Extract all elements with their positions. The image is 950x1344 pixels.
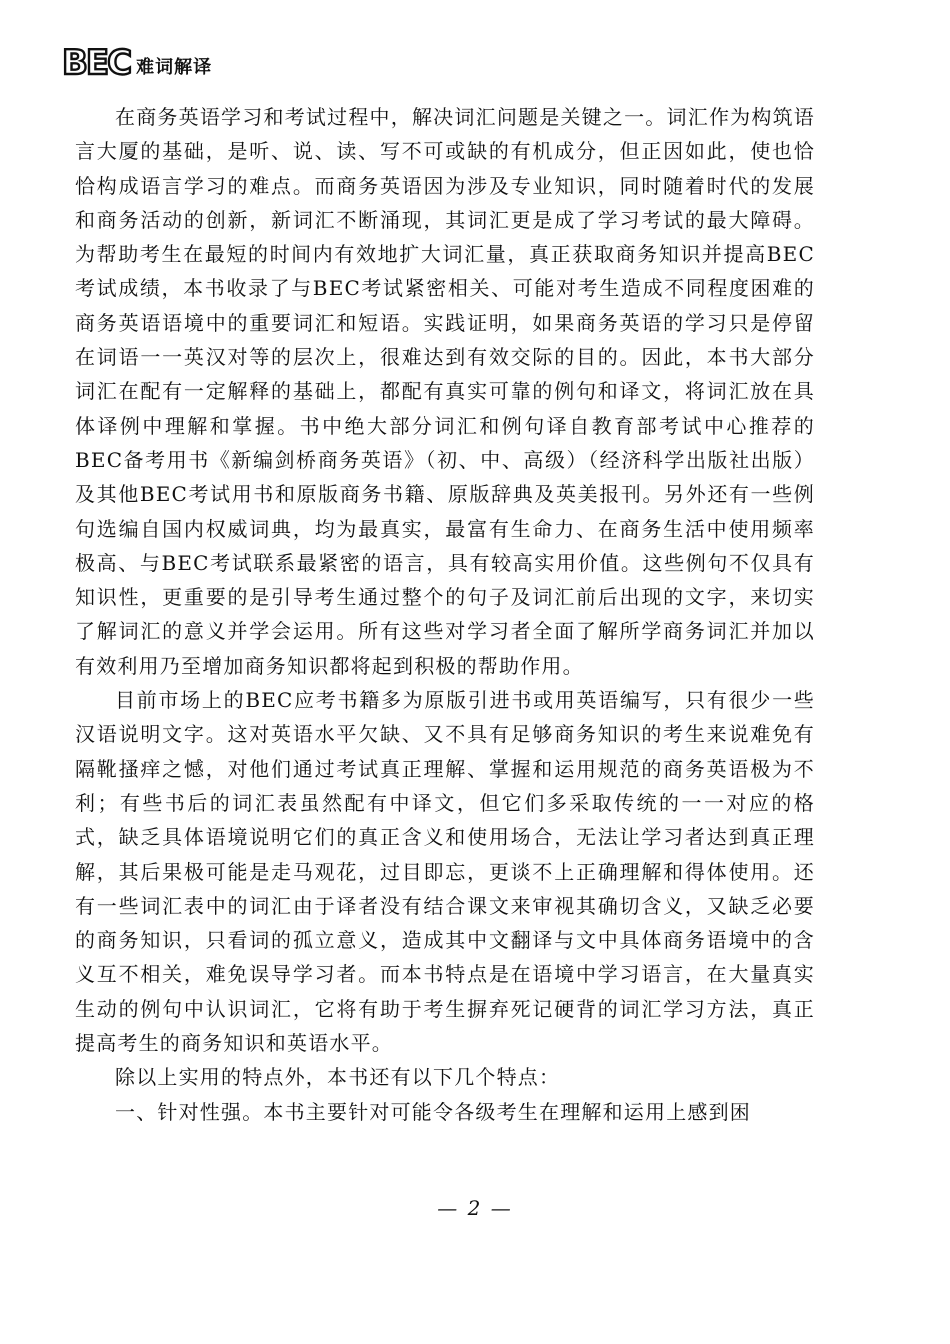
paragraph-3: 除以上实用的特点外，本书还有以下几个特点： — [115, 1065, 561, 1090]
paragraph-4: 一、针对性强。本书主要针对可能令各级考生在理解和运用上感到困 — [115, 1099, 751, 1124]
body-text — [75, 100, 815, 1129]
bec-logo: BEC — [62, 43, 131, 83]
page-number: — 2 — — [437, 1196, 513, 1220]
paragraph-1: 在商务英语学习和考试过程中，解决词汇问题是关键之一。词汇作为构筑语言大厦的基础，是听、说、读、写不可或缺的有机成分，但正因如此，使也恰恰构成语言学习的难点。而商务英语因为涉及专业知识，同时随着时代的发展和商务活动的创新，新词汇不断涌现，其词汇更是成了学习考试的最大障碍。为帮助考生在最短的时间内有效地扩大词汇量，真正获取商务知识并提高BEC考试成绩，本书收录了与BEC考试紧密相关、可能对考生造成不同程度困难的商务英语语境中的重要词汇和短语。实践证明，如果商务英语的学习只是停留在词语一一英汉对等的层次上，很难达到有效交际的目的。因此，本书大部分词汇在配有一定解释的基础上，都配有真实可靠的例句和译文，将词汇放在具体译例中理解和掌握。书中绝大部分词汇和例句译自教育部考试中心推荐的BEC备考用书《新编剑桥商务英语》（初、中、高级）（经济科学出版社出版）及其他BEC考试用书和原版商务书籍、原版辞典及英美报刊。另外还有一些例句选编自国内权威词典，均为最真实，最富有生命力、在商务生活中使用频率极高、与BEC考试联系最紧密的语言，具有较高实用价值。这些例句不仅具有知识性，更重要的是引导考生通过整个的句子及词汇前后出现的文字，来切实了解词汇的意义并学会运用。所有这些对学习者全面了解所学商务词汇并加以有效利用乃至增加商务知识都将起到积极的帮助作用。 — [75, 105, 815, 678]
book-title: 难词解译 — [136, 57, 213, 78]
running-header — [62, 43, 213, 83]
paragraph-2: 目前市场上的BEC应考书籍多为原版引进书或用英语编写，只有很少一些汉语说明文字。这对英语水平欠缺、又不具有足够商务知识的考生来说难免有隔靴搔痒之憾，对他们通过考试真正理解、掌握和运用规范的商务英语极为不利；有些书后的词汇表虽然配有中译文，但它们多采取传统的一一对应的格式，缺乏具体语境说明它们的真正含义和使用场合，无法让学习者达到真正理解，其后果极可能是走马观花，过目即忘，更谈不上正确理解和得体使用。还有一些词汇表中的词汇由于译者没有结合课文来审视其确切含义，又缺乏必要的商务知识，只看词的孤立意义，造成其中文翻译与文中具体商务语境中的含义互不相关，难免误导学习者。而本书特点是在语境中学习语言，在大量真实生动的例句中认识词汇，它将有助于考生摒弃死记硬背的词汇学习方法，真正提高考生的商务知识和英语水平。 — [75, 688, 815, 1056]
